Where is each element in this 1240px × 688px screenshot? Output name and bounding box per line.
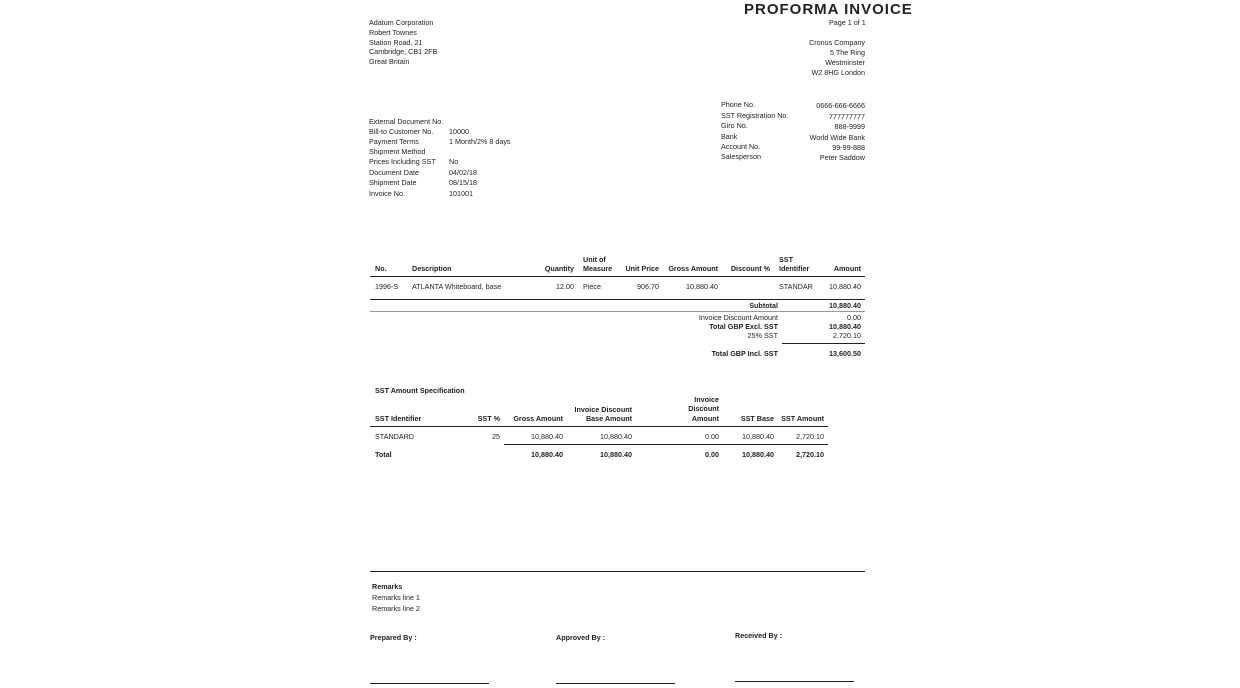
sender-line: Robert Townes: [369, 28, 417, 37]
sst-cell-inv-disc-base: 10,880.40: [600, 432, 632, 441]
company-info-label: Giro No.: [721, 121, 748, 130]
cell-no: 1996-S: [375, 282, 399, 291]
invoice-title: PROFORMA INVOICE: [744, 1, 913, 18]
approved-by-label: Approved By :: [556, 633, 606, 642]
sst-cell-amount: 2,720.10: [796, 432, 824, 441]
sst-total-amount: 2,720.10: [796, 450, 824, 459]
cell-quantity: 12.00: [556, 282, 574, 291]
sst-header-rule: [370, 426, 828, 427]
company-line: W2 8HG London: [811, 68, 865, 77]
cell-gross-amount: 10,880.40: [686, 282, 718, 291]
total-excl-value: 10,880.40: [829, 322, 861, 331]
col-header-uom: Unit of: [583, 255, 606, 264]
total-excl-label: Total GBP Excl. SST: [709, 322, 778, 331]
sst-total-rule: [504, 444, 828, 445]
company-line: 5 The Ring: [829, 48, 865, 57]
sst-col-inv-disc-amount: Discount: [688, 404, 719, 413]
doc-info-label: Bill-to Customer No.: [369, 127, 434, 136]
doc-info-label: Invoice No.: [369, 189, 405, 198]
cell-sst-identifier: STANDAR: [779, 282, 813, 291]
prepared-by-signature-line: [370, 683, 489, 684]
sst-col-inv-disc-base: Base Amount: [585, 414, 632, 423]
invoice-discount-value: 0.00: [847, 313, 861, 322]
sst-col-inv-disc-amount: Amount: [691, 414, 719, 423]
company-info-label: SST Registration No.: [721, 111, 789, 120]
subtotal-rule: [370, 311, 865, 312]
cell-uom: Piece: [583, 282, 601, 291]
sst-total-label: Total: [375, 450, 392, 459]
sst-total-inv-disc-base: 10,880.40: [600, 450, 632, 459]
doc-info-label: Shipment Date: [369, 178, 417, 187]
col-header-gross-amount: Gross Amount: [668, 264, 718, 273]
company-info-label: Phone No.: [721, 100, 755, 109]
prepared-by-label: Prepared By :: [370, 633, 417, 642]
sst-col-percent: SST %: [477, 414, 500, 423]
subtotal-value: 10,880.40: [829, 301, 861, 310]
sender-line: Adatum Corporation: [369, 18, 434, 27]
sst-col-inv-disc-amount: Invoice: [694, 395, 719, 404]
sst-col-identifier: SST Identifier: [375, 414, 422, 423]
col-header-discount: Discount %: [730, 264, 770, 273]
doc-info-label: Payment Terms: [369, 137, 419, 146]
doc-info-value: 04/02/18: [449, 168, 477, 177]
cell-unit-price: 906.70: [637, 282, 659, 291]
sender-line: Station Road, 21: [369, 38, 423, 47]
col-header-sst-identifier: Identifier: [779, 264, 810, 273]
sst-cell-gross: 10,880.40: [531, 432, 563, 441]
doc-info-value: 08/15/18: [449, 178, 477, 187]
page-indicator: Page 1 of 1: [829, 18, 866, 27]
received-by-signature-line: [735, 681, 854, 682]
total-incl-label: Total GBP Incl. SST: [711, 349, 778, 358]
sst-total-gross: 10,880.40: [531, 450, 563, 459]
sst-spec-title: SST Amount Specification: [375, 386, 465, 395]
total-incl-value: 13,600.50: [829, 349, 861, 358]
sst-label: 25% SST: [747, 331, 778, 340]
sst-col-gross: Gross Amount: [513, 414, 563, 423]
company-info-value: 0666-666-6666: [816, 101, 865, 110]
received-by-label: Received By :: [735, 631, 783, 640]
sst-total-inv-disc-amount: 0.00: [705, 450, 719, 459]
approved-by-signature-line: [556, 683, 675, 684]
company-line: Cronus Company: [809, 38, 865, 47]
company-line: Westminster: [825, 58, 865, 67]
subtotal-label: Subtotal: [749, 301, 778, 310]
company-info-value: Peter Saddow: [819, 153, 865, 162]
sst-total-base: 10,880.40: [742, 450, 774, 459]
sst-cell-base: 10,880.40: [742, 432, 774, 441]
remarks-divider: [370, 571, 865, 572]
doc-info-value: 10000: [449, 127, 469, 136]
company-info-label: Bank: [721, 132, 738, 141]
doc-info-label: Shipment Method: [369, 147, 426, 156]
doc-info-value: 101001: [449, 189, 473, 198]
company-info-label: Salesperson: [721, 152, 761, 161]
company-info-label: Account No.: [721, 142, 761, 151]
remarks-line: Remarks line 1: [372, 593, 420, 602]
invoice-discount-label: Invoice Discount Amount: [698, 313, 778, 322]
table-header-rule: [370, 276, 865, 277]
sst-cell-percent: 25: [492, 432, 500, 441]
doc-info-value: 1 Month/2% 8 days: [449, 137, 511, 146]
sst-col-amount: SST Amount: [781, 414, 824, 423]
doc-info-label: Prices Including SST: [369, 157, 436, 166]
doc-info-label: Document Date: [369, 168, 419, 177]
sender-line: Great Britain: [369, 57, 410, 66]
cell-amount: 10,880.40: [829, 282, 861, 291]
company-info-value: 777777777: [829, 112, 865, 121]
col-header-amount: Amount: [833, 264, 861, 273]
col-header-unit-price: Unit Price: [625, 264, 659, 273]
sst-cell-identifier: STANDARD: [375, 432, 415, 441]
company-info-value: 888-9999: [834, 122, 865, 131]
company-info-value: World Wide Bank: [809, 133, 865, 142]
col-header-quantity: Quantity: [544, 264, 574, 273]
sst-col-inv-disc-base: Invoice Discount: [574, 405, 632, 414]
doc-info-value: No: [449, 157, 459, 166]
doc-info-label: External Document No.: [369, 117, 444, 126]
remarks-line: Remarks line 2: [372, 604, 420, 613]
col-header-uom: Measure: [583, 264, 613, 273]
table-bottom-rule: [370, 299, 865, 300]
company-info-value: 99-99-888: [832, 143, 865, 152]
sender-line: Cambridge, CB1 2FB: [369, 47, 438, 56]
sst-col-base: SST Base: [740, 414, 774, 423]
col-header-sst-identifier: SST: [779, 255, 793, 264]
col-header-description: Description: [412, 264, 452, 273]
sst-cell-inv-disc-amount: 0.00: [705, 432, 719, 441]
remarks-title: Remarks: [372, 582, 403, 591]
total-rule: [782, 343, 865, 344]
cell-description: ATLANTA Whiteboard, base: [412, 282, 502, 291]
col-header-no: No.: [375, 264, 387, 273]
sst-value: 2,720.10: [833, 331, 861, 340]
